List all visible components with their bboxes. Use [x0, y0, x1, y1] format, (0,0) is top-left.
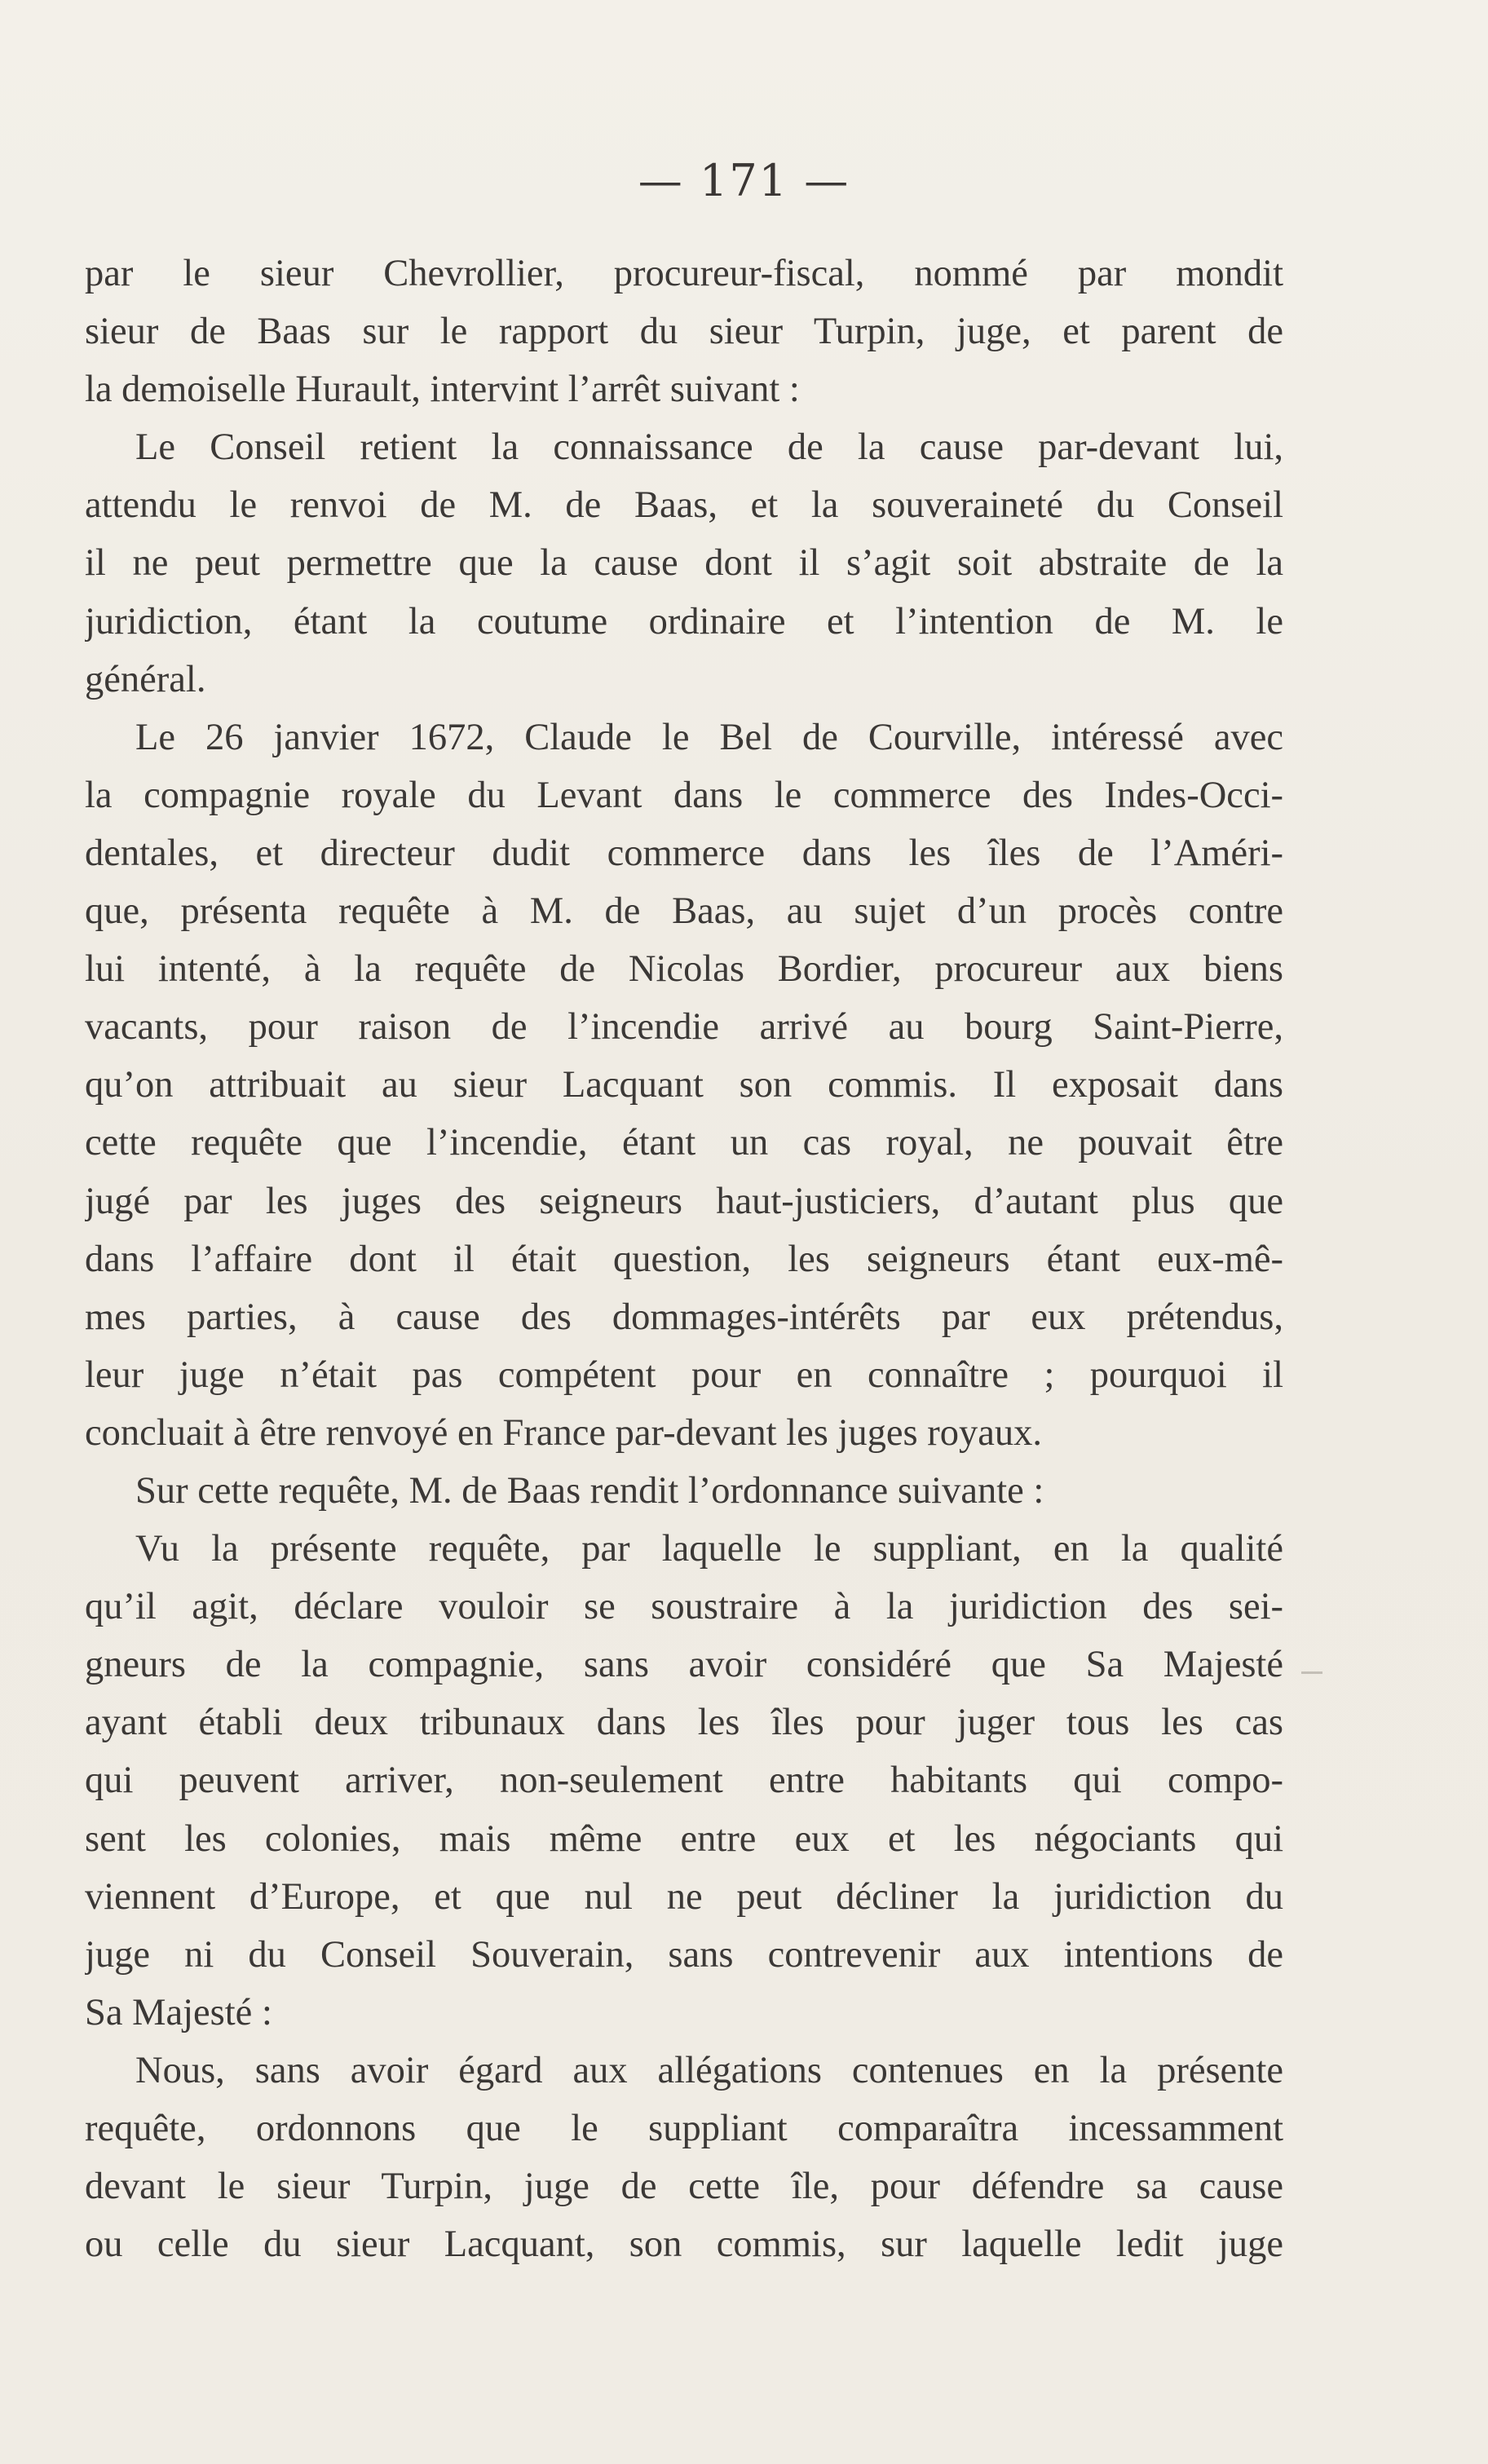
- text-line: ayant établi deux tribunaux dans les îles pour juger tous les cas: [85, 1702, 1283, 1744]
- text-line: requête, ordonnons que le suppliant comparaîtra incessamment: [85, 2108, 1283, 2149]
- text-line: qu’on attribuait au sieur Lacquant son commis. Il exposait dans: [85, 1064, 1283, 1106]
- text-line: ou celle du sieur Lacquant, son commis, sur laquelle ledit juge: [85, 2223, 1283, 2266]
- text-line: viennent d’Europe, et que nul ne peut décliner la juridiction du: [85, 1875, 1283, 1918]
- text-line: qui peuvent arriver, non-seulement entre habitants qui compo-: [85, 1760, 1283, 1802]
- text-line: sieur de Baas sur le rapport du sieur Turpin, juge, et parent de: [85, 311, 1283, 353]
- text-line: sent les colonies, mais même entre eux et les négociants qui: [85, 1817, 1283, 1860]
- text-line: général.: [85, 658, 206, 700]
- text-line: qu’il agit, déclare vouloir se soustraire à la juridiction des sei-: [85, 1586, 1283, 1628]
- margin-mark: [1301, 1671, 1322, 1674]
- text-line: Vu la présente requête, par laquelle le suppliant, en la qualité: [135, 1528, 1283, 1570]
- text-line: que, présenta requête à M. de Baas, au sujet d’un procès contre: [85, 890, 1283, 933]
- text-line: Nous, sans avoir égard aux allégations contenues en la présente: [135, 2049, 1283, 2091]
- text-line: cette requête que l’incendie, étant un cas royal, ne pouvait être: [85, 1122, 1283, 1164]
- text-line: leur juge n’était pas compétent pour en connaître ; pourquoi il: [85, 1353, 1283, 1396]
- text-line: Sur cette requête, M. de Baas rendit l’ordonnance suivante :: [135, 1469, 1044, 1512]
- text-line: lui intenté, à la requête de Nicolas Bordier, procureur aux biens: [85, 948, 1283, 991]
- page-number: — 171 —: [638, 155, 850, 206]
- text-line: Sa Majesté :: [85, 1991, 272, 2033]
- text-line: attendu le renvoi de M. de Baas, et la souveraineté du Conseil: [85, 484, 1283, 527]
- text-line: la compagnie royale du Levant dans le commerce des Indes-Occi-: [85, 774, 1283, 816]
- text-line: par le sieur Chevrollier, procureur-fiscal, nommé par mondit: [85, 253, 1283, 294]
- text-line: concluait à être renvoyé en France par-devant les juges royaux.: [85, 1411, 1042, 1454]
- text-line: Le Conseil retient la connaissance de la cause par-devant lui,: [135, 426, 1283, 469]
- text-line: mes parties, à cause des dommages-intérêts par eux prétendus,: [85, 1296, 1283, 1338]
- text-line: Le 26 janvier 1672, Claude le Bel de Courville, intéressé avec: [135, 716, 1283, 758]
- text-line: la demoiselle Hurault, intervint l’arrêt suivant :: [85, 369, 800, 411]
- text-line: vacants, pour raison de l’incendie arrivé au bourg Saint-Pierre,: [85, 1006, 1283, 1049]
- text-line: gneurs de la compagnie, sans avoir considéré que Sa Majesté: [85, 1644, 1283, 1686]
- text-line: juridiction, étant la coutume ordinaire et l’intention de M. le: [85, 600, 1283, 642]
- text-line: jugé par les juges des seigneurs haut-justiciers, d’autant plus que: [85, 1180, 1283, 1222]
- text-line: dans l’affaire dont il était question, les seigneurs étant eux-mê-: [85, 1238, 1283, 1280]
- body-text: [85, 245, 1283, 2273]
- text-line: juge ni du Conseil Souverain, sans contrevenir aux intentions de: [85, 1933, 1283, 1976]
- text-line: dentales, et directeur dudit commerce dans les îles de l’Améri-: [85, 832, 1283, 874]
- text-line: devant le sieur Turpin, juge de cette île, pour défendre sa cause: [85, 2166, 1283, 2208]
- text-line: il ne peut permettre que la cause dont il s’agit soit abstraite de la: [85, 542, 1283, 585]
